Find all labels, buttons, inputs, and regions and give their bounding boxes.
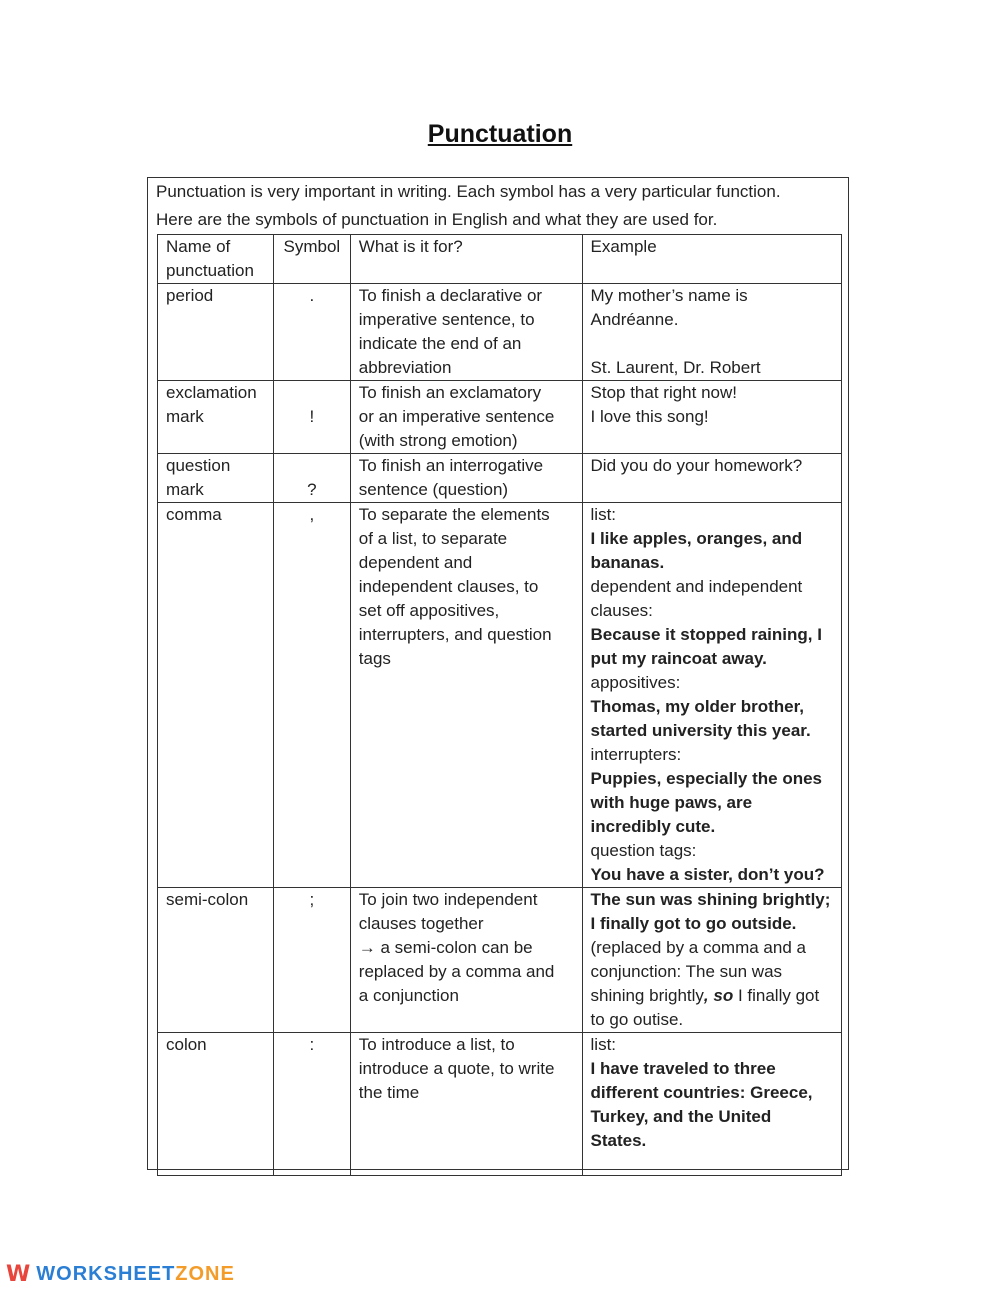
table-row-comma [158, 503, 842, 888]
example-sentence: Puppies, especially the ones [590, 769, 822, 788]
example-sentence: The sun was shining brightly; [590, 890, 831, 909]
symbol-text: ? [307, 480, 317, 499]
text-line: My mother’s name is [590, 286, 748, 305]
text-line: clauses together [358, 914, 484, 933]
example-label: list: [590, 505, 617, 524]
text-line [591, 984, 833, 1008]
table-row-exclamation [158, 381, 842, 454]
brand-part-2: ZONE [175, 1263, 235, 1285]
text-line: question [166, 456, 231, 475]
text-line: the time [358, 1083, 420, 1102]
text-span: shining brightly [590, 986, 704, 1005]
page-title: Punctuation [427, 120, 573, 148]
name-cell: colon [158, 1033, 274, 1176]
symbol-cell: : [273, 1033, 350, 1176]
symbol-cell: , [273, 503, 350, 888]
purpose-cell [350, 284, 582, 381]
text-line: of a list, to separate [358, 529, 508, 548]
header-symbol: Symbol [273, 235, 350, 284]
example-sentence: I finally got to go outside. [590, 914, 797, 933]
header-name-line1: Name of [166, 237, 231, 256]
example-sentence: Thomas, my older brother, [590, 697, 805, 716]
text-line: exclamation [166, 383, 257, 402]
example-sentence: put my raincoat away. [590, 649, 767, 668]
example-sentence: different countries: Greece, [590, 1083, 813, 1102]
symbol-cell [273, 454, 350, 503]
text-line: indicate the end of an [358, 334, 522, 353]
table-row-question [158, 454, 842, 503]
text-line: → a semi-colon can be [358, 938, 533, 957]
example-label: question tags: [590, 841, 697, 860]
symbol-text: ! [309, 407, 315, 426]
brand-name [36, 1263, 235, 1286]
text-line: imperative sentence, to [358, 310, 535, 329]
intro-line-1: Punctuation is very important in writing. Each symbol has a very particular function. [156, 182, 781, 201]
table-row-semicolon [158, 888, 842, 1033]
example-sentence: Because it stopped raining, I [590, 625, 822, 644]
header-example: Example [582, 235, 841, 284]
example-cell [582, 503, 841, 888]
text-line: To finish a declarative or [358, 286, 543, 305]
text-line: Andréanne. [590, 310, 679, 329]
example-cell: Did you do your homework? [582, 454, 841, 503]
header-name-line2: punctuation [166, 261, 254, 280]
text-line: To finish an exclamatory [358, 383, 542, 402]
table-row-colon [158, 1033, 842, 1176]
symbol-cell: ; [273, 888, 350, 1033]
example-sentence: started university this year. [590, 721, 811, 740]
example-label: dependent and independent [590, 577, 803, 596]
example-sentence: incredibly cute. [590, 817, 716, 836]
conjunction-emphasis: , so [703, 986, 734, 1005]
text-line: abbreviation [358, 358, 452, 377]
text-line: mark [166, 480, 204, 499]
name-cell [158, 381, 274, 454]
text-line: Stop that right now! [590, 383, 737, 402]
text-line: introduce a quote, to write [358, 1059, 555, 1078]
example-cell [582, 888, 841, 1033]
text-line: a conjunction [358, 986, 459, 1005]
table-header-row [158, 235, 842, 284]
purpose-cell [350, 381, 582, 454]
text-line: To introduce a list, to [358, 1035, 515, 1054]
text-line: To finish an interrogative [358, 456, 544, 475]
symbol-cell [273, 381, 350, 454]
text-line: tags [358, 649, 391, 668]
purpose-cell [350, 503, 582, 888]
example-sentence: States. [590, 1131, 647, 1150]
text-line: (replaced by a comma and a [590, 938, 806, 957]
example-sentence: with huge paws, are [590, 793, 753, 812]
text-line: or an imperative sentence [358, 407, 555, 426]
example-label: clauses: [590, 601, 653, 620]
example-sentence: bananas. [590, 553, 665, 572]
text-line: conjunction: The sun was [590, 962, 783, 981]
text-line: independent clauses, to [358, 577, 539, 596]
text-line: To separate the elements [358, 505, 550, 524]
footer-brand[interactable] [6, 1262, 235, 1287]
table-row-period [158, 284, 842, 381]
example-cell [582, 381, 841, 454]
brand-part-1: WORKSHEET [36, 1263, 176, 1285]
purpose-cell [350, 888, 582, 1033]
worksheetzone-logo-icon: W [6, 1262, 31, 1287]
intro-text [156, 178, 846, 234]
example-label: interrupters: [590, 745, 682, 764]
example-sentence: You have a sister, don’t you? [590, 865, 825, 884]
text-line: set off appositives, [358, 601, 500, 620]
text-line: sentence (question) [358, 480, 509, 499]
punctuation-table [157, 234, 842, 1176]
text-line: replaced by a comma and [358, 962, 555, 981]
example-sentence: I like apples, oranges, and [590, 529, 803, 548]
header-name [158, 235, 274, 284]
name-cell: period [158, 284, 274, 381]
example-cell [582, 284, 841, 381]
name-cell: semi-colon [158, 888, 274, 1033]
purpose-cell [350, 454, 582, 503]
text-line: mark [166, 407, 204, 426]
text-span: I finally got [733, 986, 820, 1005]
worksheet-box [147, 177, 849, 1170]
text-line: interrupters, and question [358, 625, 552, 644]
example-sentence: Turkey, and the United [590, 1107, 772, 1126]
text-line: (with strong emotion) [358, 431, 518, 450]
symbol-cell: . [273, 284, 350, 381]
text-line: dependent and [358, 553, 473, 572]
text-line: to go outise. [590, 1010, 684, 1029]
header-purpose: What is it for? [350, 235, 582, 284]
name-cell [158, 454, 274, 503]
purpose-cell [350, 1033, 582, 1176]
text-line: St. Laurent, Dr. Robert [590, 358, 761, 377]
text-line: To join two independent [358, 890, 538, 909]
text-line: I love this song! [590, 407, 709, 426]
example-label: appositives: [590, 673, 681, 692]
intro-line-2: Here are the symbols of punctuation in English and what they are used for. [156, 210, 718, 229]
example-sentence: I have traveled to three [590, 1059, 776, 1078]
example-label: list: [590, 1035, 617, 1054]
example-cell [582, 1033, 841, 1176]
name-cell: comma [158, 503, 274, 888]
